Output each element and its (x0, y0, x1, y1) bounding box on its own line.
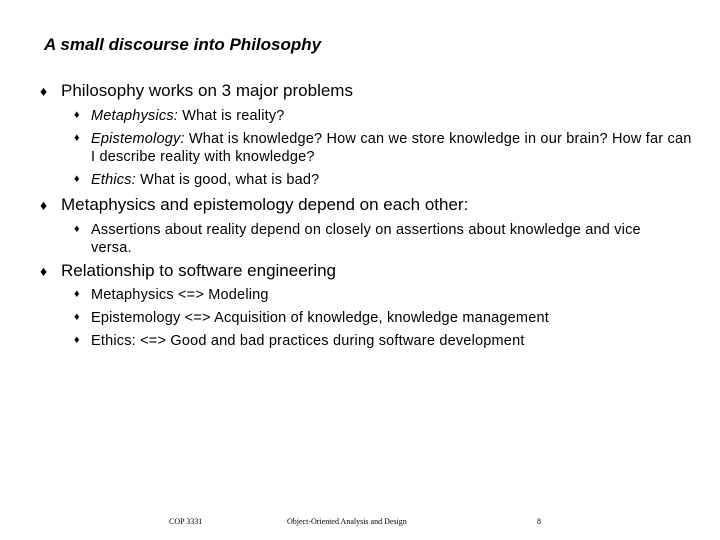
bullet-text: Philosophy works on 3 major problems (61, 81, 353, 100)
sub-bullet-text: Metaphysics <=> Modeling (91, 287, 269, 303)
sub-bullet-text: Epistemology <=> Acquisition of knowledge, knowledge management (91, 310, 549, 326)
term: Epistemology: (91, 131, 185, 147)
small-diamond-bullet-icon: ♦ (74, 132, 80, 144)
sub-bullet-text: What is knowledge? How can we store knowledge in our brain? How far can I describe reality with knowledge? (91, 131, 692, 165)
small-diamond-bullet-icon: ♦ (74, 334, 80, 346)
sub-bullet-text: What is reality? (178, 108, 285, 124)
small-diamond-bullet-icon: ♦ (74, 311, 80, 323)
slide-title: A small discourse into Philosophy (44, 35, 322, 54)
small-diamond-bullet-icon: ♦ (74, 109, 80, 121)
bullet-text: Relationship to software engineering (61, 261, 337, 280)
sub-bullet-text: Assertions about reality depend on closely on assertions about knowledge and vice versa. (91, 222, 641, 256)
footer-page-number: 8 (537, 517, 541, 526)
sub-bullet-text: What is good, what is bad? (135, 172, 320, 188)
small-diamond-bullet-icon: ♦ (74, 223, 80, 235)
sub-bullet-text: Ethics: <=> Good and bad practices during software development (91, 333, 525, 349)
term: Ethics: (91, 172, 136, 188)
small-diamond-bullet-icon: ♦ (74, 288, 80, 300)
diamond-bullet-icon: ♦ (40, 83, 48, 99)
diamond-bullet-icon: ♦ (40, 263, 48, 279)
footer-subject: Object-Oriented Analysis and Design (287, 517, 407, 526)
bullet-text: Metaphysics and epistemology depend on each other: (61, 195, 469, 214)
diamond-bullet-icon: ♦ (40, 197, 48, 213)
footer-course: COP 3331 (169, 517, 203, 526)
small-diamond-bullet-icon: ♦ (74, 173, 80, 185)
term: Metaphysics: (91, 108, 179, 124)
